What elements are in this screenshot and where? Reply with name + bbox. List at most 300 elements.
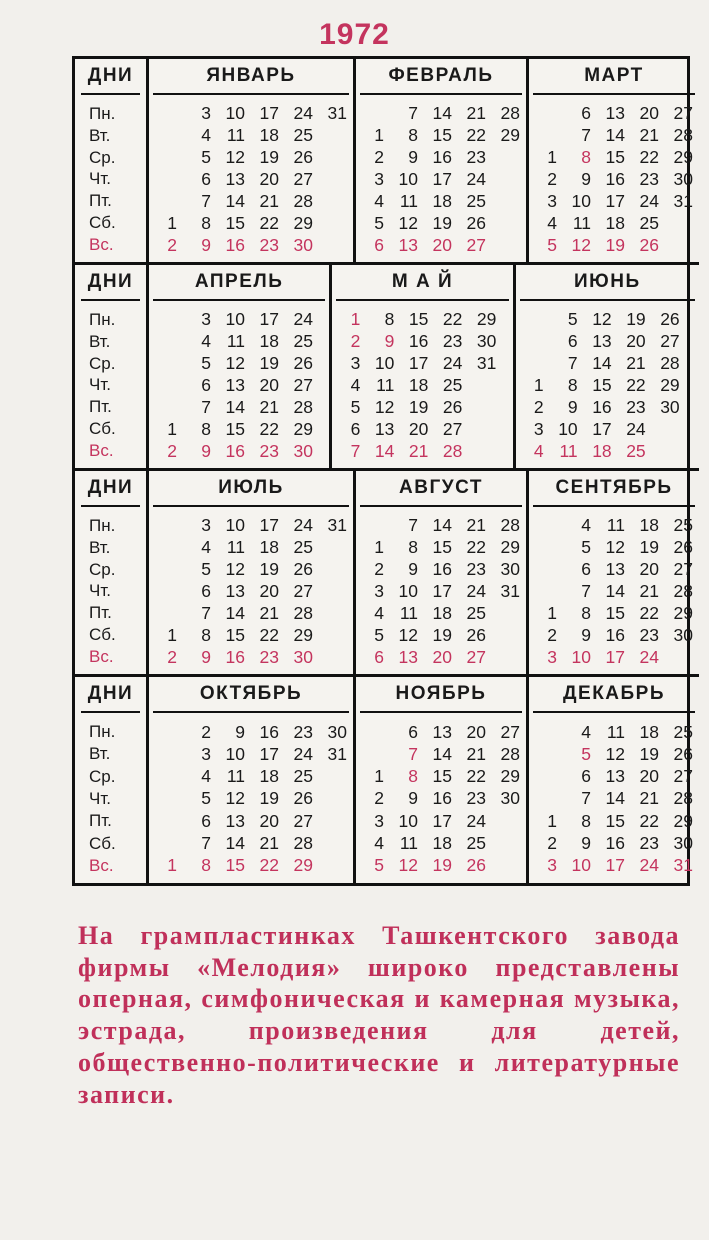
weekday-row bbox=[149, 743, 353, 765]
date-cell: 24 bbox=[293, 515, 313, 536]
date-cell: 23 bbox=[259, 646, 279, 667]
date-cell: 2 bbox=[350, 331, 361, 352]
date-cell: 23 bbox=[466, 559, 486, 580]
date-cell: 19 bbox=[639, 743, 659, 764]
month-column bbox=[356, 471, 529, 674]
date-cell: 30 bbox=[673, 833, 693, 854]
date-cell: 20 bbox=[466, 721, 486, 742]
date-cell: 14 bbox=[432, 743, 452, 764]
day-name: Сб. bbox=[89, 625, 116, 645]
day-name: Ср. bbox=[89, 559, 116, 579]
month-column bbox=[356, 677, 529, 883]
date-cell: 26 bbox=[466, 212, 486, 233]
date-cell: 20 bbox=[432, 234, 452, 255]
date-cell: 29 bbox=[293, 418, 313, 439]
weekday-row bbox=[149, 375, 329, 397]
date-cell: 18 bbox=[259, 125, 279, 146]
date-cell: 27 bbox=[293, 810, 313, 831]
month-name: АВГУСТ bbox=[360, 471, 522, 507]
month-name: ДЕКАБРЬ bbox=[533, 677, 695, 713]
date-cell: 12 bbox=[571, 234, 591, 255]
date-cell: 6 bbox=[201, 580, 211, 601]
date-cell: 14 bbox=[432, 103, 452, 124]
weekday-row bbox=[356, 537, 526, 559]
date-cell: 24 bbox=[639, 646, 659, 667]
date-cell: 24 bbox=[293, 103, 313, 124]
date-cell: 3 bbox=[201, 309, 211, 330]
date-cell: 17 bbox=[259, 103, 279, 124]
date-cell: 10 bbox=[398, 580, 418, 601]
date-cell: 27 bbox=[442, 418, 463, 439]
date-cell: 4 bbox=[201, 331, 211, 352]
month-column bbox=[529, 471, 699, 674]
date-cell: 8 bbox=[581, 147, 591, 168]
date-cell: 24 bbox=[639, 855, 659, 876]
date-cell: 3 bbox=[350, 353, 361, 374]
date-cell: 9 bbox=[581, 624, 591, 645]
date-cell: 31 bbox=[673, 190, 693, 211]
day-name: Сб. bbox=[89, 213, 116, 233]
date-cell: 1 bbox=[547, 810, 557, 831]
date-cell: 28 bbox=[673, 580, 693, 601]
date-cell: 18 bbox=[432, 602, 452, 623]
date-cell: 8 bbox=[201, 212, 211, 233]
weekday-row bbox=[149, 396, 329, 418]
weekday-row bbox=[356, 743, 526, 765]
date-cell: 10 bbox=[398, 168, 418, 189]
date-cell: 18 bbox=[592, 440, 612, 461]
date-cell: 2 bbox=[547, 833, 557, 854]
date-cell: 24 bbox=[293, 309, 313, 330]
date-cell: 5 bbox=[581, 537, 591, 558]
date-cell: 14 bbox=[432, 515, 452, 536]
calendar-year: 1972 bbox=[319, 18, 390, 51]
weekday-row bbox=[149, 602, 353, 624]
date-cell: 11 bbox=[559, 440, 578, 461]
date-cell: 7 bbox=[201, 602, 211, 623]
date-cell: 2 bbox=[547, 168, 557, 189]
date-cell: 21 bbox=[626, 353, 646, 374]
weekday-row bbox=[149, 515, 353, 537]
date-cell: 16 bbox=[432, 788, 452, 809]
date-cell: 14 bbox=[374, 440, 395, 461]
date-cell: 7 bbox=[201, 396, 211, 417]
day-name: Чт. bbox=[89, 788, 111, 808]
weekday-row bbox=[529, 788, 699, 810]
date-cell: 2 bbox=[201, 721, 211, 742]
date-cell: 21 bbox=[408, 440, 429, 461]
weekday-row bbox=[149, 581, 353, 603]
date-cell: 15 bbox=[605, 147, 625, 168]
date-cell: 26 bbox=[466, 624, 486, 645]
weekday-row bbox=[356, 581, 526, 603]
date-cell: 20 bbox=[259, 810, 279, 831]
date-cell: 4 bbox=[201, 125, 211, 146]
date-cell: 25 bbox=[293, 331, 313, 352]
month-column bbox=[529, 59, 699, 262]
weekday-row bbox=[356, 125, 526, 147]
date-cell: 22 bbox=[259, 212, 279, 233]
date-cell: 5 bbox=[201, 788, 211, 809]
date-cell: 20 bbox=[639, 559, 659, 580]
date-cell: 8 bbox=[581, 602, 591, 623]
date-cell: 18 bbox=[605, 212, 625, 233]
month-column bbox=[332, 265, 515, 468]
date-cell: 7 bbox=[581, 580, 591, 601]
day-name: Вс. bbox=[89, 855, 114, 875]
date-cell: 18 bbox=[432, 190, 452, 211]
calendar-quarter bbox=[75, 677, 699, 883]
day-name: Пн. bbox=[89, 103, 116, 123]
date-cell: 19 bbox=[639, 537, 659, 558]
date-cell: 15 bbox=[432, 125, 452, 146]
date-cell: 29 bbox=[500, 537, 520, 558]
date-cell: 23 bbox=[639, 168, 659, 189]
month-name: ФЕВРАЛЬ bbox=[360, 59, 522, 95]
date-cell: 27 bbox=[293, 580, 313, 601]
weekday-row bbox=[149, 147, 353, 169]
date-cell: 5 bbox=[581, 743, 591, 764]
date-cell: 5 bbox=[374, 212, 384, 233]
weekday-row bbox=[332, 396, 512, 418]
date-cell: 2 bbox=[533, 396, 544, 417]
weekday-row bbox=[149, 309, 329, 331]
date-cell: 16 bbox=[225, 440, 245, 461]
day-names-column bbox=[75, 59, 149, 262]
weekday-row bbox=[356, 212, 526, 234]
date-cell: 23 bbox=[442, 331, 463, 352]
weekday-row bbox=[149, 190, 353, 212]
date-cell: 5 bbox=[374, 855, 384, 876]
date-cell: 11 bbox=[226, 537, 245, 558]
date-cell: 25 bbox=[466, 833, 486, 854]
date-cell: 17 bbox=[432, 580, 452, 601]
date-cell: 8 bbox=[384, 309, 395, 330]
weekday-row bbox=[529, 212, 699, 234]
date-cell: 6 bbox=[201, 168, 211, 189]
date-cell: 15 bbox=[592, 374, 612, 395]
date-cell: 5 bbox=[201, 353, 211, 374]
weekday-row bbox=[529, 602, 699, 624]
weekday-row bbox=[529, 169, 699, 191]
day-names-column bbox=[75, 677, 149, 883]
date-cell: 13 bbox=[605, 559, 625, 580]
date-cell: 12 bbox=[398, 212, 418, 233]
day-name: Вт. bbox=[89, 125, 111, 145]
date-cell: 18 bbox=[408, 374, 429, 395]
date-cell: 16 bbox=[225, 234, 245, 255]
date-cell: 4 bbox=[201, 537, 211, 558]
date-cell: 8 bbox=[201, 418, 211, 439]
date-cell: 12 bbox=[225, 353, 245, 374]
date-cell: 31 bbox=[327, 103, 347, 124]
weekday-row bbox=[529, 515, 699, 537]
date-cell: 7 bbox=[408, 515, 418, 536]
date-cell: 28 bbox=[500, 103, 520, 124]
date-cell: 15 bbox=[225, 624, 245, 645]
date-cell: 8 bbox=[408, 537, 418, 558]
weekday-row bbox=[149, 169, 353, 191]
date-cell: 19 bbox=[432, 624, 452, 645]
date-cell: 31 bbox=[327, 515, 347, 536]
date-cell: 11 bbox=[226, 125, 245, 146]
date-cell: 22 bbox=[626, 374, 646, 395]
date-cell: 14 bbox=[605, 788, 625, 809]
date-cell: 27 bbox=[466, 646, 486, 667]
weekday-row bbox=[529, 766, 699, 788]
date-cell: 9 bbox=[567, 396, 578, 417]
date-cell: 16 bbox=[605, 168, 625, 189]
date-cell: 10 bbox=[571, 646, 591, 667]
date-cell: 21 bbox=[259, 396, 279, 417]
date-cell: 18 bbox=[639, 515, 659, 536]
date-cell: 29 bbox=[476, 309, 497, 330]
sunday-row bbox=[149, 646, 353, 668]
date-cell: 4 bbox=[547, 212, 557, 233]
month-name: ЯНВАРЬ bbox=[153, 59, 349, 95]
date-cell: 7 bbox=[567, 353, 578, 374]
weekday-row bbox=[529, 743, 699, 765]
date-cell: 23 bbox=[466, 147, 486, 168]
date-cell: 28 bbox=[660, 353, 680, 374]
date-cell: 11 bbox=[399, 190, 418, 211]
month-column bbox=[356, 59, 529, 262]
date-cell: 11 bbox=[226, 331, 245, 352]
weekday-row bbox=[332, 375, 512, 397]
date-cell: 22 bbox=[466, 766, 486, 787]
date-cell: 30 bbox=[660, 396, 680, 417]
date-cell: 4 bbox=[374, 190, 384, 211]
month-column bbox=[149, 59, 356, 262]
date-cell: 26 bbox=[639, 234, 659, 255]
sunday-row bbox=[529, 646, 699, 668]
date-cell: 29 bbox=[500, 125, 520, 146]
weekday-row bbox=[356, 190, 526, 212]
weekday-row bbox=[149, 418, 329, 440]
date-cell: 25 bbox=[639, 212, 659, 233]
date-cell: 15 bbox=[605, 602, 625, 623]
date-cell: 22 bbox=[259, 855, 279, 876]
date-cell: 20 bbox=[259, 168, 279, 189]
date-cell: 28 bbox=[442, 440, 463, 461]
date-cell: 4 bbox=[201, 766, 211, 787]
date-cell: 11 bbox=[606, 515, 625, 536]
sunday-row bbox=[332, 440, 512, 462]
date-cell: 7 bbox=[350, 440, 361, 461]
date-cell: 6 bbox=[201, 810, 211, 831]
date-cell: 12 bbox=[225, 559, 245, 580]
date-cell: 26 bbox=[673, 537, 693, 558]
date-cell: 10 bbox=[225, 103, 245, 124]
date-cell: 20 bbox=[408, 418, 429, 439]
weekday-row bbox=[529, 147, 699, 169]
date-cell: 12 bbox=[374, 396, 395, 417]
date-cell: 12 bbox=[605, 743, 625, 764]
date-cell: 1 bbox=[167, 855, 177, 876]
date-cell: 10 bbox=[225, 743, 245, 764]
date-cell: 22 bbox=[442, 309, 463, 330]
date-cell: 2 bbox=[167, 440, 177, 461]
date-cell: 21 bbox=[639, 580, 659, 601]
date-cell: 31 bbox=[673, 855, 693, 876]
date-cell: 28 bbox=[293, 190, 313, 211]
date-cell: 30 bbox=[500, 788, 520, 809]
date-cell: 6 bbox=[350, 418, 361, 439]
month-name: М А Й bbox=[336, 265, 508, 301]
weekday-row bbox=[516, 353, 699, 375]
date-cell: 16 bbox=[605, 833, 625, 854]
weekday-row bbox=[356, 169, 526, 191]
date-cell: 15 bbox=[225, 855, 245, 876]
date-cell: 2 bbox=[167, 234, 177, 255]
weekday-row bbox=[356, 103, 526, 125]
month-name: СЕНТЯБРЬ bbox=[533, 471, 695, 507]
date-cell: 6 bbox=[581, 103, 591, 124]
date-cell: 11 bbox=[376, 374, 395, 395]
date-cell: 25 bbox=[293, 125, 313, 146]
date-cell: 3 bbox=[533, 418, 544, 439]
date-cell: 22 bbox=[639, 147, 659, 168]
date-cell: 1 bbox=[547, 602, 557, 623]
day-name: Вт. bbox=[89, 331, 111, 351]
date-cell: 27 bbox=[673, 559, 693, 580]
day-name: Вс. bbox=[89, 235, 114, 255]
date-cell: 17 bbox=[259, 515, 279, 536]
date-cell: 23 bbox=[639, 833, 659, 854]
date-cell: 19 bbox=[626, 309, 646, 330]
date-cell: 12 bbox=[225, 788, 245, 809]
date-cell: 1 bbox=[167, 418, 177, 439]
date-cell: 25 bbox=[673, 721, 693, 742]
weekday-row bbox=[332, 418, 512, 440]
date-cell: 13 bbox=[225, 580, 245, 601]
day-name: Пн. bbox=[89, 309, 116, 329]
day-name: Ср. bbox=[89, 766, 116, 786]
date-cell: 31 bbox=[500, 580, 520, 601]
date-cell: 1 bbox=[374, 537, 384, 558]
date-cell: 4 bbox=[581, 515, 591, 536]
date-cell: 9 bbox=[384, 331, 395, 352]
date-cell: 13 bbox=[225, 168, 245, 189]
calendar-quarter bbox=[75, 59, 699, 265]
weekday-row bbox=[149, 353, 329, 375]
date-cell: 9 bbox=[408, 147, 418, 168]
date-cell: 23 bbox=[259, 234, 279, 255]
month-name: НОЯБРЬ bbox=[360, 677, 522, 713]
sunday-row bbox=[529, 234, 699, 256]
date-cell: 14 bbox=[592, 353, 612, 374]
month-name: ОКТЯБРЬ bbox=[153, 677, 349, 713]
date-cell: 5 bbox=[547, 234, 557, 255]
date-cell: 23 bbox=[259, 440, 279, 461]
date-cell: 2 bbox=[374, 788, 384, 809]
weekday-row bbox=[529, 190, 699, 212]
date-cell: 16 bbox=[605, 624, 625, 645]
date-cell: 4 bbox=[581, 721, 591, 742]
date-cell: 24 bbox=[293, 743, 313, 764]
date-cell: 5 bbox=[201, 147, 211, 168]
date-cell: 6 bbox=[408, 721, 418, 742]
date-cell: 1 bbox=[374, 766, 384, 787]
date-cell: 15 bbox=[225, 212, 245, 233]
date-cell: 16 bbox=[408, 331, 429, 352]
date-cell: 10 bbox=[571, 855, 591, 876]
weekday-row bbox=[149, 721, 353, 743]
date-cell: 28 bbox=[673, 125, 693, 146]
date-cell: 15 bbox=[605, 810, 625, 831]
date-cell: 8 bbox=[201, 624, 211, 645]
date-cell: 23 bbox=[466, 788, 486, 809]
date-cell: 26 bbox=[660, 309, 680, 330]
weekday-row bbox=[529, 537, 699, 559]
date-cell: 25 bbox=[626, 440, 646, 461]
date-cell: 27 bbox=[673, 766, 693, 787]
weekday-row bbox=[516, 375, 699, 397]
date-cell: 5 bbox=[567, 309, 578, 330]
weekday-row bbox=[516, 331, 699, 353]
date-cell: 10 bbox=[571, 190, 591, 211]
date-cell: 25 bbox=[466, 602, 486, 623]
date-cell: 6 bbox=[201, 374, 211, 395]
date-cell: 18 bbox=[432, 833, 452, 854]
day-name: Пн. bbox=[89, 722, 116, 742]
date-cell: 30 bbox=[673, 624, 693, 645]
date-cell: 12 bbox=[225, 147, 245, 168]
date-cell: 3 bbox=[547, 646, 557, 667]
weekday-row bbox=[332, 331, 512, 353]
date-cell: 3 bbox=[374, 810, 384, 831]
weekday-row bbox=[529, 125, 699, 147]
date-cell: 2 bbox=[374, 147, 384, 168]
date-cell: 3 bbox=[201, 743, 211, 764]
date-cell: 22 bbox=[639, 810, 659, 831]
date-cell: 21 bbox=[639, 125, 659, 146]
day-name: Ср. bbox=[89, 353, 116, 373]
date-cell: 12 bbox=[398, 624, 418, 645]
date-cell: 24 bbox=[466, 580, 486, 601]
days-header: ДНИ bbox=[81, 677, 140, 713]
date-cell: 20 bbox=[639, 766, 659, 787]
sunday-row bbox=[356, 855, 526, 877]
date-cell: 27 bbox=[293, 168, 313, 189]
date-cell: 13 bbox=[225, 374, 245, 395]
date-cell: 17 bbox=[259, 743, 279, 764]
weekday-row bbox=[149, 125, 353, 147]
date-cell: 13 bbox=[432, 721, 452, 742]
date-cell: 31 bbox=[476, 353, 497, 374]
sunday-row bbox=[529, 855, 699, 877]
advertisement-text: На грампластинках Ташкентского завода фирмы «Мелодия» широко представлены оперная, симфоническая и камерная музыка, эстрада, произведения для детей, общественно-политические и литературные записи. bbox=[78, 921, 680, 1109]
date-cell: 8 bbox=[581, 810, 591, 831]
date-cell: 17 bbox=[432, 168, 452, 189]
date-cell: 15 bbox=[225, 418, 245, 439]
date-cell: 21 bbox=[259, 190, 279, 211]
weekday-row bbox=[529, 624, 699, 646]
date-cell: 6 bbox=[581, 559, 591, 580]
weekday-row bbox=[529, 810, 699, 832]
day-name: Пт. bbox=[89, 397, 112, 417]
date-cell: 25 bbox=[293, 766, 313, 787]
date-cell: 6 bbox=[374, 234, 384, 255]
date-cell: 22 bbox=[466, 125, 486, 146]
date-cell: 17 bbox=[259, 309, 279, 330]
date-cell: 3 bbox=[374, 580, 384, 601]
date-cell: 8 bbox=[408, 766, 418, 787]
date-cell: 27 bbox=[293, 374, 313, 395]
date-cell: 23 bbox=[293, 721, 313, 742]
date-cell: 16 bbox=[432, 559, 452, 580]
date-cell: 30 bbox=[327, 721, 347, 742]
